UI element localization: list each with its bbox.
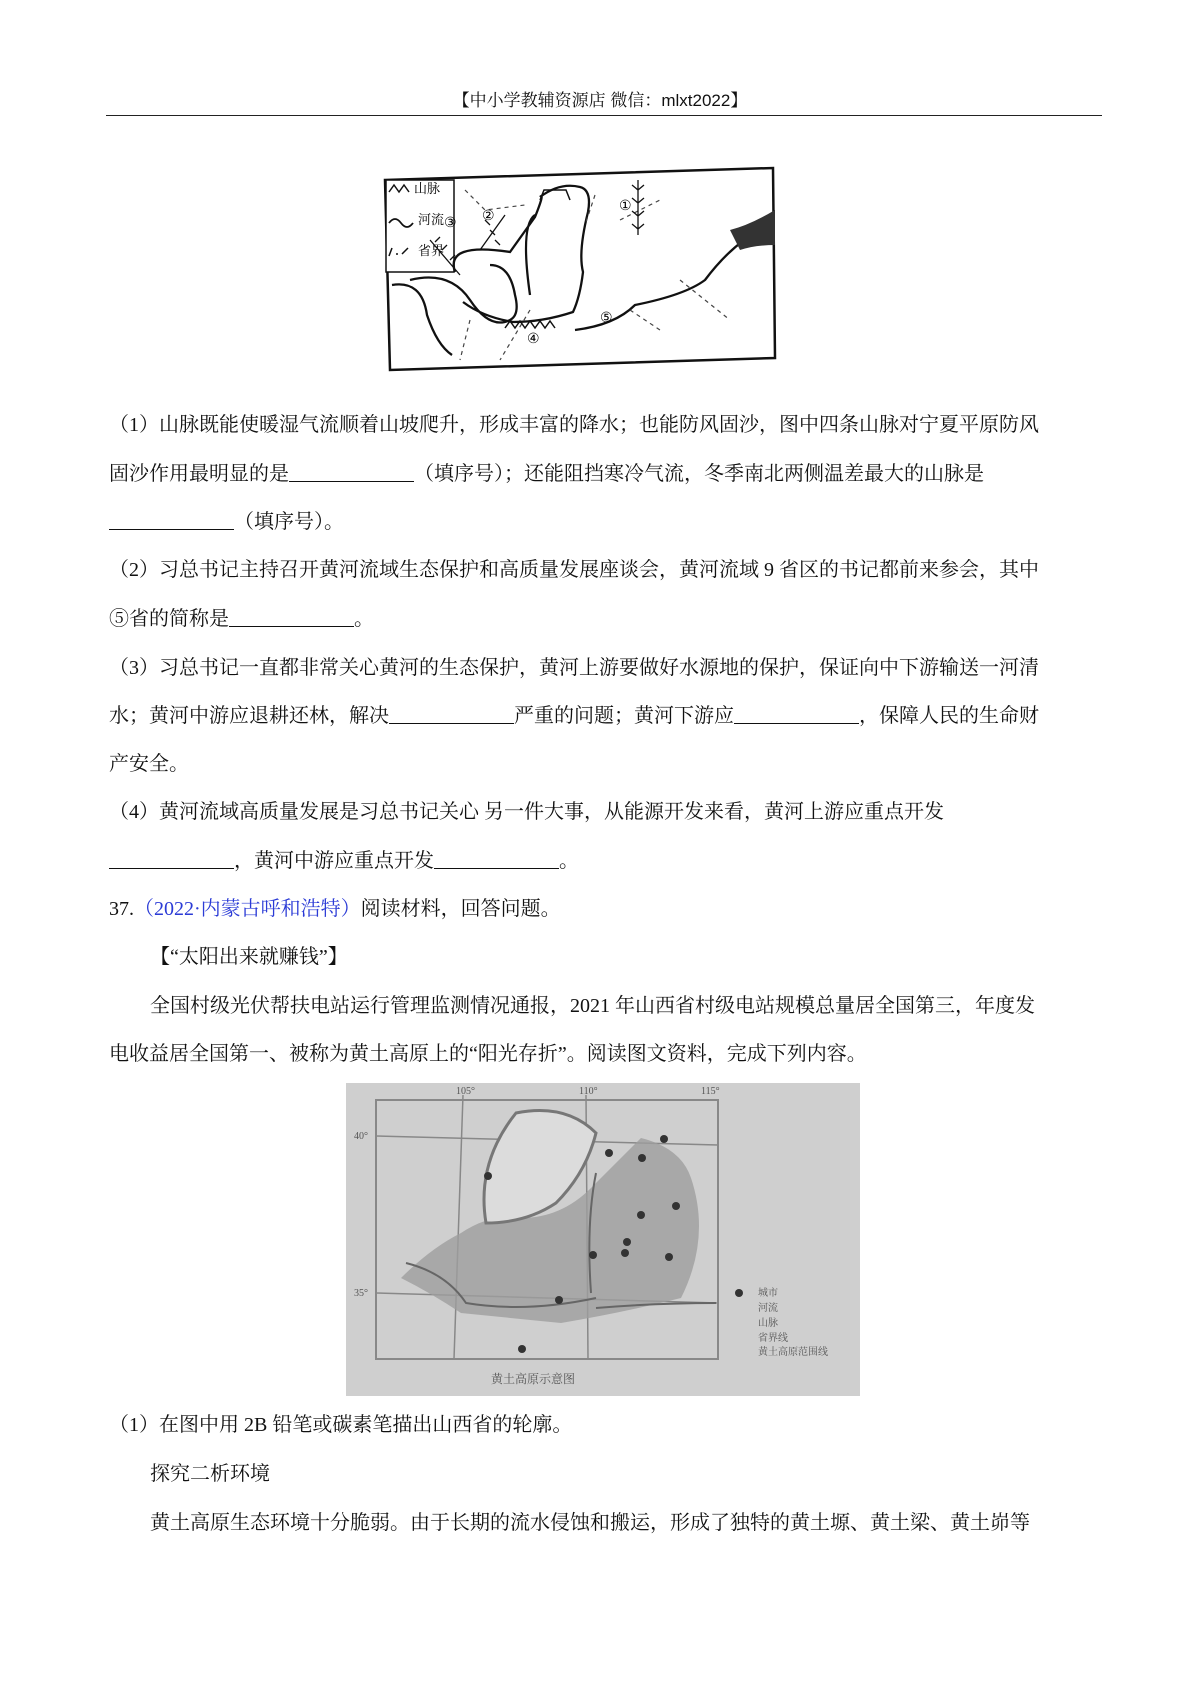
lat-label: 35° <box>354 1288 368 1299</box>
answer-blank[interactable] <box>289 463 414 482</box>
answer-blank[interactable] <box>734 705 859 724</box>
lat-label: 40° <box>354 1131 368 1142</box>
legend-river: 河流 <box>758 1303 778 1314</box>
q36-4-line2 <box>109 849 579 873</box>
q36-1-line1: （1）山脉既能使暖湿气流顺着山坡爬升，形成丰富的降水；也能防风固沙，图中四条山脉对宁夏平原防风 <box>109 414 1039 436</box>
answer-blank[interactable] <box>109 850 234 869</box>
legend-boundary-label: 省界 <box>418 243 445 258</box>
q36-3-text: ，保障人民的生命财 <box>859 705 1039 727</box>
legend-river-label: 河流 <box>418 212 445 227</box>
marker-2: ② <box>482 209 495 224</box>
q36-1-line3 <box>109 510 344 534</box>
question-number: 37. <box>109 898 134 920</box>
q36-3-line3: 产安全。 <box>109 753 189 775</box>
legend-loess-range: 黄土高原范围线 <box>758 1347 828 1358</box>
legend-mountain: 山脉 <box>758 1318 778 1329</box>
q37-sub1: （1）在图中用 2B 铅笔或碳素笔描出山西省的轮廓。 <box>109 1414 573 1436</box>
lon-label: 110° <box>579 1086 598 1097</box>
legend-city: 城市 <box>758 1288 778 1299</box>
q36-4-text: ，黄河中游应重点开发 <box>234 850 434 872</box>
map-caption: 黄土高原示意图 <box>491 1372 576 1386</box>
q36-3-line1: （3）习总书记一直都非常关心黄河的生态保护，黄河上游要做好水源地的保护，保证向中下游输送一河清 <box>109 657 1039 679</box>
page-header: 【中小学教辅资源店 微信：mlxt2022】 <box>452 91 748 110</box>
question-source-link[interactable]: （2022·内蒙古呼和浩特） <box>134 898 361 920</box>
q36-3-line2 <box>109 704 1039 728</box>
q36-1-line2 <box>109 462 984 486</box>
answer-blank[interactable] <box>389 705 514 724</box>
material-para-line2: 电收益居全国第一、被称为黄土高原上的“阳光存折”。阅读图文资料，完成下列内容。 <box>109 1043 867 1065</box>
loess-plateau-map <box>346 1083 860 1396</box>
explore-title: 探究二析环境 <box>150 1463 270 1485</box>
header-divider <box>106 115 1102 116</box>
explore-para: 黄土高原生态环境十分脆弱。由于长期的流水侵蚀和搬运，形成了独特的黄土塬、黄土梁、黄土峁等 <box>150 1512 1030 1534</box>
question-prompt: 阅读材料，回答问题。 <box>360 898 561 920</box>
yellow-river-map <box>380 160 780 382</box>
q37-heading <box>109 897 561 921</box>
q36-1-text: （填序号）；还能阻挡寒冷气流，冬季南北两侧温差最大的山脉是 <box>414 463 984 485</box>
lon-label: 105° <box>456 1086 475 1097</box>
q36-4-line1: （4）黄河流域高质量发展是习总书记关心 另一件大事，从能源开发来看，黄河上游应重点开发 <box>109 801 944 823</box>
legend-boundary: 省界线 <box>758 1333 788 1344</box>
marker-1: ① <box>619 199 632 214</box>
marker-3: ③ <box>444 216 457 231</box>
q36-3-text: 水；黄河中游应退耕还林，解决 <box>109 705 389 727</box>
material-para-line1: 全国村级光伏帮扶电站运行管理监测情况通报，2021 年山西省村级电站规模总量居全国第三，年度发 <box>150 995 1035 1017</box>
q36-3-text: 严重的问题；黄河下游应 <box>514 705 734 727</box>
q36-2-text: 。 <box>354 608 374 630</box>
answer-blank[interactable] <box>229 608 354 627</box>
q36-2-text: ⑤省的简称是 <box>109 608 229 630</box>
answer-blank[interactable] <box>109 511 234 530</box>
marker-4: ④ <box>527 332 540 347</box>
legend-mountain-label: 山脉 <box>414 181 441 196</box>
q36-1-text: 固沙作用最明显的是 <box>109 463 289 485</box>
q36-4-text: 。 <box>559 850 579 872</box>
answer-blank[interactable] <box>434 850 559 869</box>
q36-1-text: （填序号）。 <box>234 511 344 533</box>
marker-5: ⑤ <box>600 311 613 326</box>
q36-2-line2 <box>109 607 374 631</box>
section-title: 【“太阳出来就赚钱”】 <box>150 946 348 968</box>
lon-label: 115° <box>701 1086 720 1097</box>
q36-2-line1: （2）习总书记主持召开黄河流域生态保护和高质量发展座谈会，黄河流域 9 省区的书记都前来参会，其中 <box>109 559 1039 581</box>
